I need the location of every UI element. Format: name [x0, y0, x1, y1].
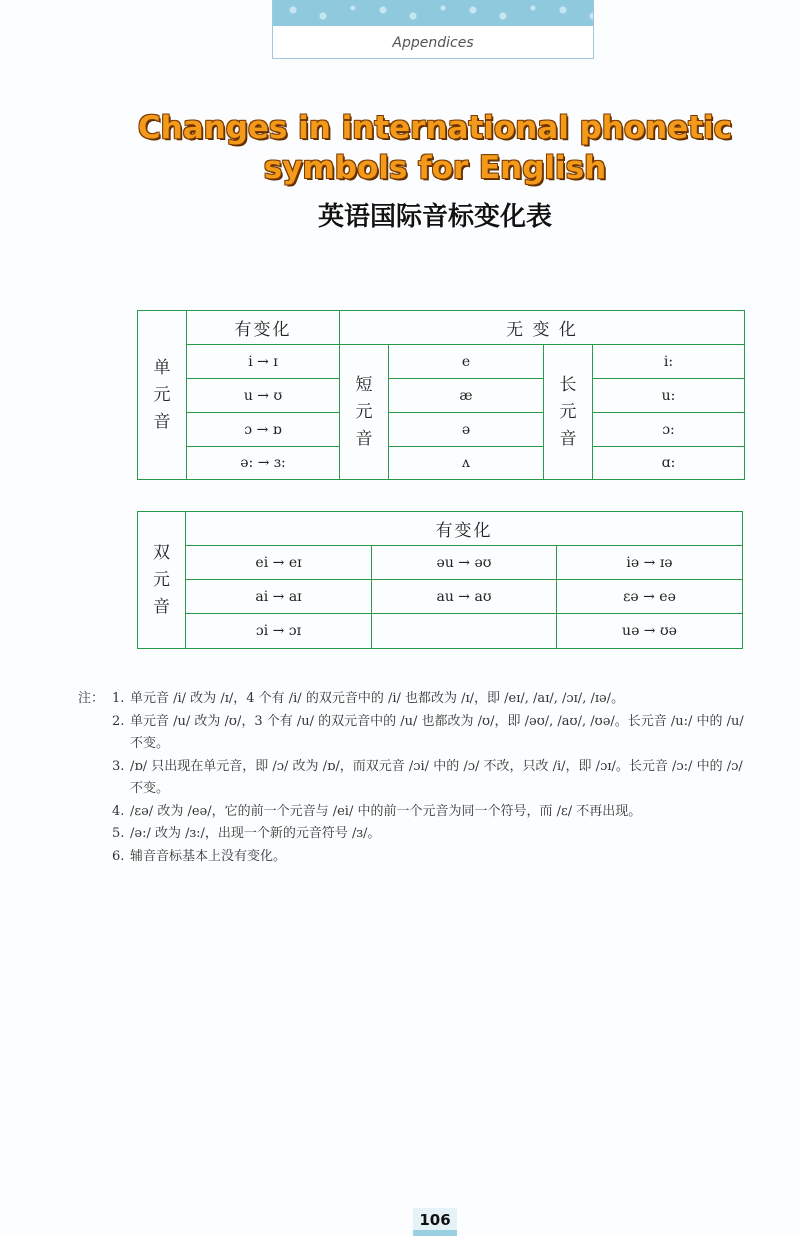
note-number: 4. — [112, 803, 125, 819]
note-item — [78, 711, 778, 756]
short-vowel: e — [389, 345, 544, 379]
note-text: 单元音 /u/ 改为 /ʊ/，3 个有 /u/ 的双元音中的 /u/ 也都改为 /ʊ/，即 /əʊ/, /aʊ/, /ʊə/。长元音 /u:/ 中的 /u/ 不变。 — [130, 713, 744, 751]
diphthong-table — [137, 511, 743, 649]
note-number: 1. — [112, 691, 125, 706]
diphthong-cell: iə → ɪə — [557, 546, 742, 580]
note-number: 3. — [112, 758, 125, 774]
note-item — [78, 823, 778, 846]
note-number: 6. — [112, 848, 125, 864]
page-number: 106 — [413, 1208, 457, 1232]
changed-row: ɔ → ɒ — [187, 413, 340, 447]
note-text: 辅音音标基本上没有变化。 — [130, 848, 287, 864]
diphthong-header: 有变化 — [186, 512, 742, 546]
notes-section — [78, 688, 778, 868]
diphthong-cell — [372, 614, 557, 648]
page-number-bar — [413, 1230, 457, 1236]
note-number: 2. — [112, 713, 125, 729]
notes-prefix: 注： — [78, 691, 105, 706]
diphthong-cell: əu → əʊ — [372, 546, 557, 580]
short-vowel: æ — [389, 379, 544, 413]
page-title-chinese: 英语国际音标变化表 — [317, 202, 552, 232]
monophthong-table — [137, 310, 745, 480]
short-vowel-label: 短 元 音 — [340, 345, 389, 479]
note-item — [78, 688, 778, 711]
header-decoration — [273, 0, 593, 26]
section-label: Appendices — [392, 35, 474, 51]
header-unchanged: 无 变 化 — [340, 311, 744, 345]
note-text: /ɒ/ 只出现在单元音，即 /ɔ/ 改为 /ɒ/，而双元音 /ɔi/ 中的 /ɔ/ 不改，只改 /i/，即 /ɔɪ/。长元音 /ɔ:/ 中的 /ɔ/ 不变。 — [130, 758, 743, 796]
page-title-english — [120, 108, 750, 188]
short-vowel: ʌ — [389, 447, 544, 479]
title-line-1: Changes in international phonetic — [137, 110, 733, 146]
note-item — [78, 756, 778, 801]
note-item — [78, 801, 778, 824]
long-vowel: i: — [593, 345, 744, 379]
diphthong-label: 双 元 音 — [138, 512, 186, 648]
header-changed: 有变化 — [187, 311, 340, 345]
note-text: /ə:/ 改为 /ɜ:/，出现一个新的元音符号 /ɜ/。 — [130, 826, 381, 841]
diphthong-cell: ɔi → ɔɪ — [186, 614, 372, 648]
long-vowel: u: — [593, 379, 744, 413]
diphthong-cell: au → aʊ — [372, 580, 557, 614]
running-header — [272, 0, 594, 59]
diphthong-cell: uə → ʊə — [622, 623, 677, 639]
long-vowel: ɔ: — [593, 413, 744, 447]
note-text: /εə/ 改为 /eə/，它的前一个元音与 /ei/ 中的前一个元音为同一个符号，而 /ε/ 不再出现。 — [130, 803, 642, 819]
note-item — [78, 846, 778, 869]
changed-row: u → ʊ — [187, 379, 340, 413]
diphthong-cell: ei → eɪ — [186, 546, 372, 580]
note-text: 单元音 /i/ 改为 /ɪ/，4 个有 /i/ 的双元音中的 /i/ 也都改为 /ɪ/，即 /eɪ/, /aɪ/, /ɔɪ/, /ɪə/。 — [130, 691, 625, 706]
title-line-2: symbols for English — [263, 150, 607, 186]
long-vowel: ɑ: — [661, 455, 676, 471]
changed-row: i → ɪ — [187, 345, 340, 379]
long-vowel-label: 长 元 音 — [544, 345, 593, 479]
short-vowel: ə — [389, 413, 544, 447]
note-number: 5. — [112, 826, 125, 841]
diphthong-cell: ai → aɪ — [186, 580, 372, 614]
monophthong-label: 单 元 音 — [138, 311, 187, 479]
changed-row: ə: → ɜ: — [187, 447, 340, 479]
diphthong-cell: εə → eə — [557, 580, 742, 614]
